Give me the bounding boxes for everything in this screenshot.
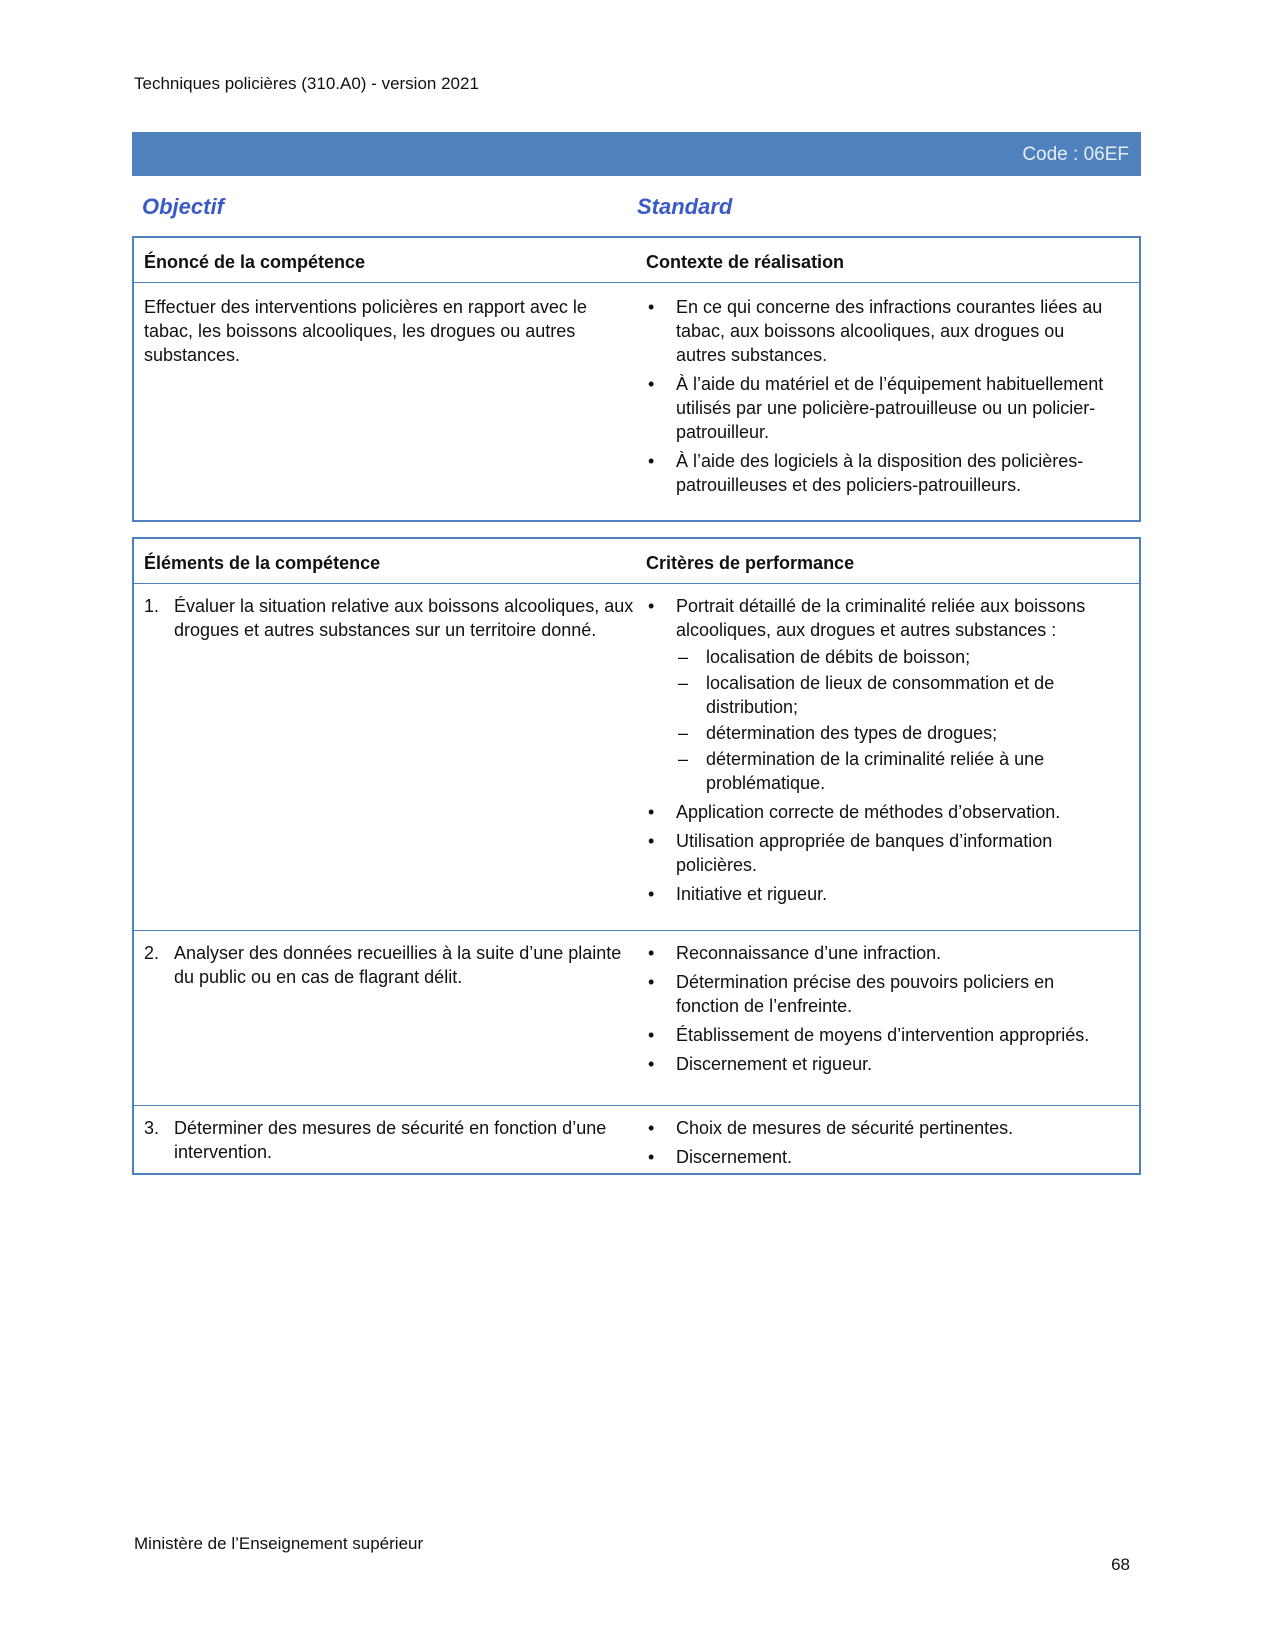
element-number: 2. <box>144 943 160 963</box>
contexte-item: • À l’aide du matériel et de l’équipement habituellement utilisés par une policière-patrouilleuse ou un policier-patrouilleur. <box>646 372 1116 444</box>
element-row-3 <box>134 1105 1139 1174</box>
enonce-text: Effectuer des interventions policières en rapport avec le tabac, les boissons alcooliques, les drogues ou autres substances. <box>144 297 587 365</box>
competence-header-row <box>134 238 1139 282</box>
subcriterion-item: – détermination de la criminalité reliée à une problématique. <box>676 747 1116 795</box>
subcriteria-list <box>676 645 1116 795</box>
element-number: 1. <box>144 596 160 616</box>
criterion-item: • Reconnaissance d’une infraction. <box>646 941 1116 965</box>
criterion-item: • Discernement. <box>646 1145 1116 1169</box>
subcriterion-item: – localisation de lieux de consommation et de distribution; <box>676 671 1116 719</box>
element-1 <box>144 594 644 642</box>
element-text: Évaluer la situation relative aux boissons alcooliques, aux drogues et autres substances sur un territoire donné. <box>174 596 634 640</box>
criteria-list-3 <box>646 1116 1116 1169</box>
contexte-item: • En ce qui concerne des infractions courantes liées au tabac, aux boissons alcooliques, aux drogues ou autres substances. <box>646 295 1116 367</box>
element-number: 3. <box>144 1118 160 1138</box>
section-title-standard: Standard <box>637 194 733 219</box>
element-text: Analyser des données recueillies à la suite d’une plainte du public ou en cas de flagrant délit. <box>174 943 622 987</box>
criteria-list-1 <box>646 594 1116 906</box>
criterion-item: • Initiative et rigueur. <box>646 882 1116 906</box>
criteres-header: Critères de performance <box>646 553 855 573</box>
elements-header: Éléments de la compétence <box>144 553 381 573</box>
element-3 <box>144 1116 644 1164</box>
contexte-item: • À l’aide des logiciels à la disposition des policières-patrouilleuses et des policiers-patrouilleurs. <box>646 449 1116 497</box>
competence-body-row <box>134 282 1139 519</box>
element-row-1 <box>134 583 1139 930</box>
criterion-item: • Établissement de moyens d’intervention appropriés. <box>646 1023 1116 1047</box>
criterion-item: • Portrait détaillé de la criminalité reliée aux boissons alcooliques, aux drogues et autres substances : – localisation de débits de boisson; – localisation de lieux de consommation et de distribution; – détermination des types de drogues; – détermination de la criminalité reliée à une problématique. <box>646 594 1116 795</box>
enonce-header: Énoncé de la compétence <box>144 252 366 272</box>
criterion-item: • Utilisation appropriée de banques d’information policières. <box>646 829 1116 877</box>
element-text: Déterminer des mesures de sécurité en fonction d’une intervention. <box>174 1118 607 1162</box>
element-row-2 <box>134 930 1139 1105</box>
code-banner <box>132 132 1141 176</box>
contexte-list <box>646 295 1116 497</box>
subcriterion-item: – détermination des types de drogues; <box>676 721 1116 745</box>
elements-table <box>132 537 1141 1175</box>
competency-code: Code : 06EF <box>1022 144 1129 165</box>
contexte-header: Contexte de réalisation <box>646 252 845 272</box>
section-title-objectif: Objectif <box>142 194 224 219</box>
criterion-item: • Discernement et rigueur. <box>646 1052 1116 1076</box>
page-number: 68 <box>1111 1555 1130 1574</box>
competence-table <box>132 236 1141 522</box>
footer-ministry: Ministère de l’Enseignement supérieur <box>134 1534 424 1553</box>
criterion-item: • Application correcte de méthodes d’observation. <box>646 800 1116 824</box>
element-2 <box>144 941 644 989</box>
criteria-list-2 <box>646 941 1116 1076</box>
criterion-item: • Détermination précise des pouvoirs policiers en fonction de l’enfreinte. <box>646 970 1116 1018</box>
page-header: Techniques policières (310.A0) - version 2021 <box>134 74 479 93</box>
subcriterion-item: – localisation de débits de boisson; <box>676 645 1116 669</box>
elements-header-row <box>134 539 1139 583</box>
criterion-item: • Choix de mesures de sécurité pertinentes. <box>646 1116 1116 1140</box>
